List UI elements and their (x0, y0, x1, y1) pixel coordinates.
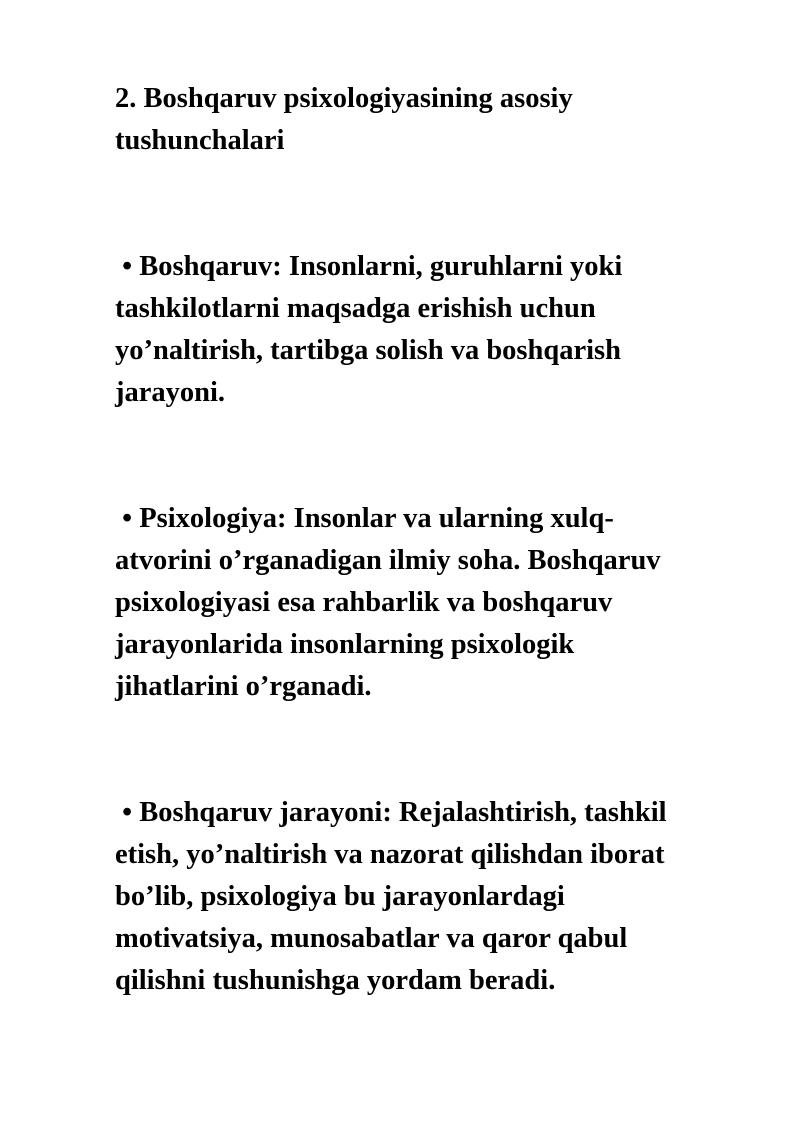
bullet-item-psixologiya (115, 498, 760, 708)
heading-line-1: 2. Boshqaruv psixologiyasining asosiy (115, 83, 573, 114)
bullet-line: jarayonlarida insonlarning psixologik (115, 629, 575, 660)
bullet-line: jarayoni. (115, 377, 226, 408)
bullet-line: • Boshqaruv jarayoni: Rejalashtirish, tashkil (115, 797, 667, 828)
bullet-item-boshqaruv-jarayoni (115, 792, 760, 1002)
bullet-line: bo’lib, psixologiya bu jarayonlardagi (115, 881, 565, 912)
bullet-item-boshqaruv (115, 246, 760, 414)
bullet-line: • Boshqaruv: Insonlarni, guruhlarni yoki (115, 251, 623, 282)
bullet-line: motivatsiya, munosabatlar va qaror qabul (115, 923, 628, 954)
bullet-line: atvorini o’rganadigan ilmiy soha. Boshqaruv (115, 545, 661, 576)
bullet-line: yo’naltirish, tartibga solish va boshqarish (115, 335, 621, 366)
heading-line-2: tushunchalari (115, 125, 285, 156)
bullet-line: jihatlarini o’rganadi. (115, 671, 372, 702)
bullet-line: • Psixologiya: Insonlar va ularning xulq- (115, 503, 614, 534)
bullet-line: tashkilotlarni maqsadga erishish uchun (115, 293, 596, 324)
bullet-line: qilishni tushunishga yordam beradi. (115, 965, 556, 996)
bullet-line: psixologiyasi esa rahbarlik va boshqaruv (115, 587, 613, 618)
bullet-line: etish, yo’naltirish va nazorat qilishdan iborat (115, 839, 665, 870)
section-heading (115, 78, 760, 162)
